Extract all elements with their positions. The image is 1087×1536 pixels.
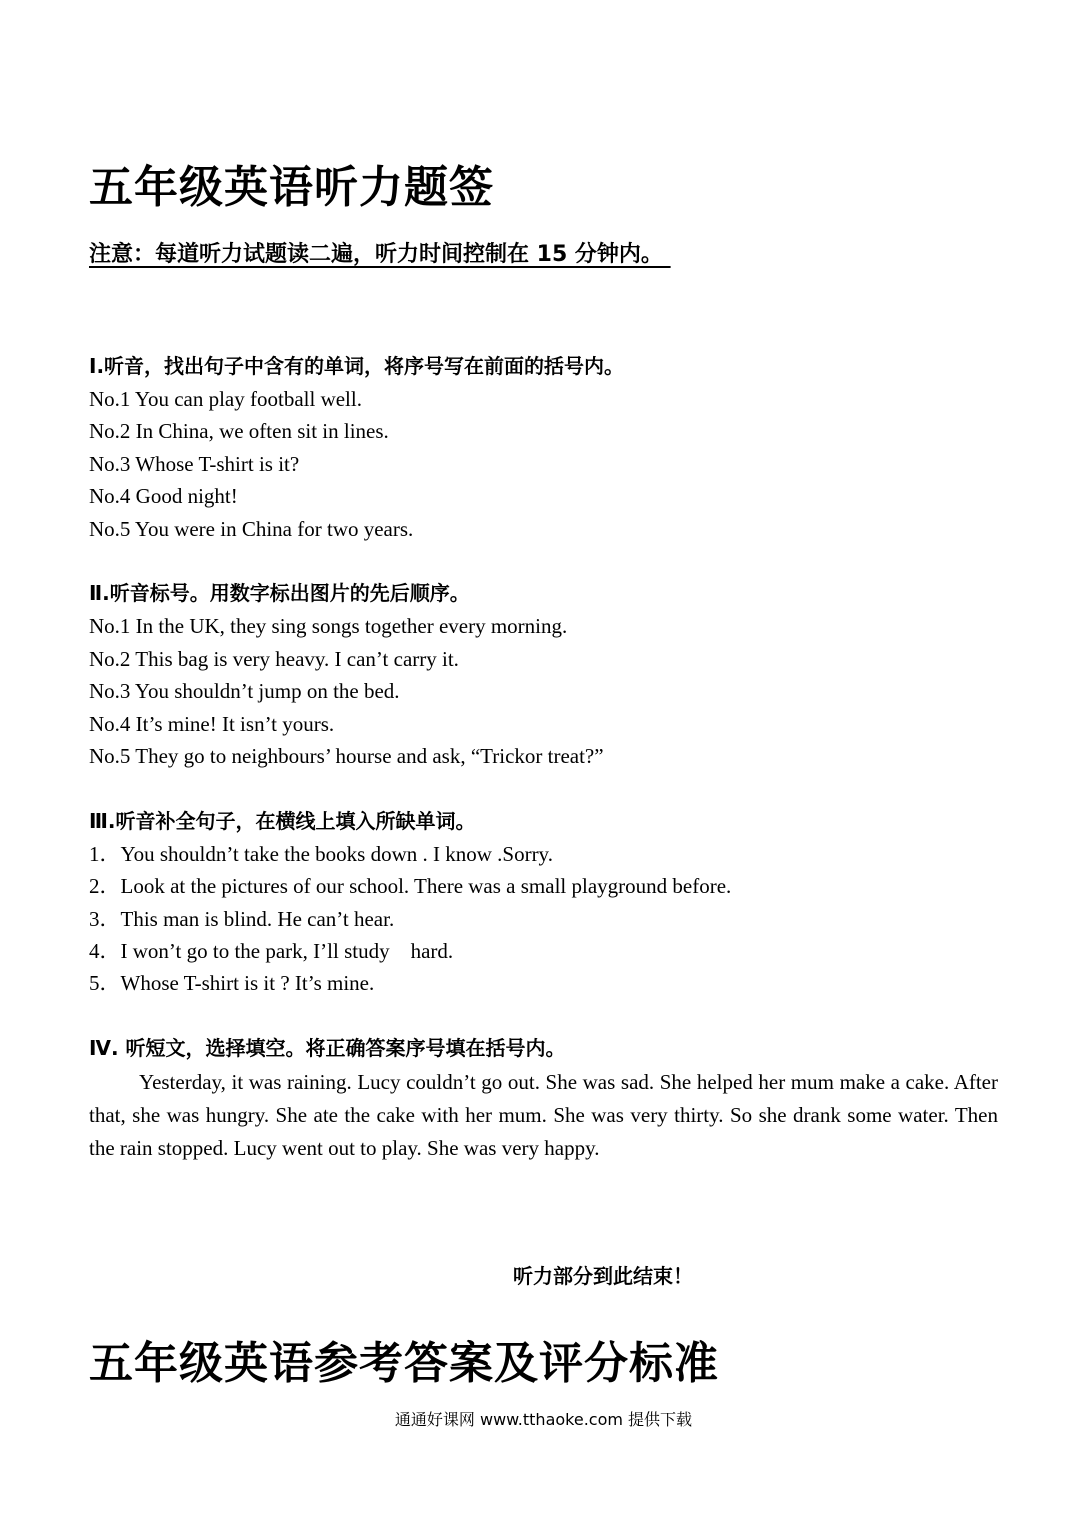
section-1-heading: Ⅰ.听音，找出句子中含有的单词，将序号写在前面的括号内。 [89,354,625,378]
section-1-item: No.3 Whose T-shirt is it? [89,452,300,476]
section-2-item: No.2 This bag is very heavy. I can’t carry it. [89,647,459,671]
notice-text: 注意：每道听力试题读二遍，听力时间控制在 15 分钟内。 [89,242,671,267]
section-1-item: No.2 In China, we often sit in lines. [89,419,389,443]
answer-title: 五年级英语参考答案及评分标准 [89,1338,719,1389]
section-2-item: No.5 They go to neighbours’ hourse and ask, “Trickor treat?” [89,744,604,768]
footer-text: 通通好课网 www.tthaoke.com 提供下载 [394,1410,693,1429]
section-4-heading: Ⅳ. 听短文，选择填空。将正确答案序号填在括号内。 [89,1036,566,1060]
section-3-item: 4．I won’t go to the park, I’ll study hard. [89,939,454,963]
section-3-heading: Ⅲ.听音补全句子，在横线上填入所缺单词。 [89,809,476,833]
page-title: 五年级英语听力题签 [89,162,494,213]
section-4-paragraph: Yesterday, it was raining. Lucy couldn’t go out. She was sad. She helped her mum make a cake. After that, she was hungry. She ate the cake with her mum. She was very thirty. So she drank some water. Then the rain stopped. Lucy went out to play. She was very happy. [89,1070,998,1160]
section-1-item: No.1 You can play football well. [89,387,362,411]
section-1-item: No.4 Good night! [89,484,238,508]
section-3-item: 2．Look at the pictures of our school. There was a small playground before. [89,874,732,898]
section-2-item: No.3 You shouldn’t jump on the bed. [89,679,400,703]
section-1-item: No.5 You were in China for two years. [89,517,414,541]
end-note: 听力部分到此结束！ [513,1264,693,1288]
section-2-heading: Ⅱ.听音标号。用数字标出图片的先后顺序。 [89,581,470,605]
section-3-item: 5．Whose T-shirt is it ? It’s mine. [89,971,375,995]
section-2-item: No.4 It’s mine! It isn’t yours. [89,712,335,736]
section-3-item: 3．This man is blind. He can’t hear. [89,907,395,931]
section-3-item: 1．You shouldn’t take the books down . I know .Sorry. [89,842,553,866]
section-2-item: No.1 In the UK, they sing songs together every morning. [89,614,568,638]
